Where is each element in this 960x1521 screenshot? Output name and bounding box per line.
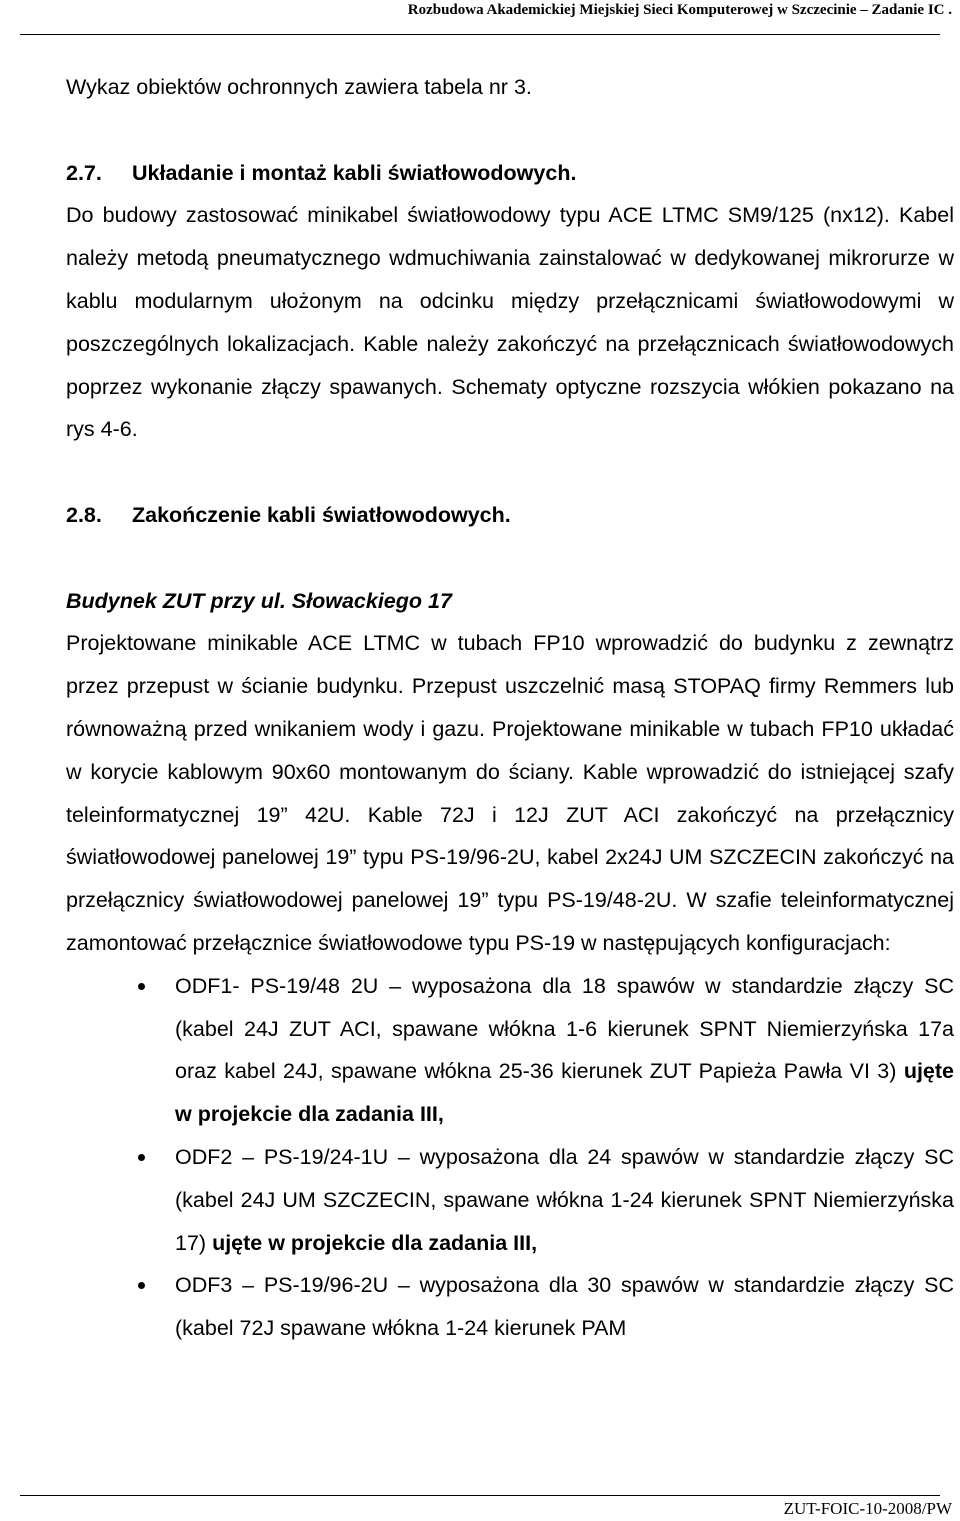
intro-paragraph: Wykaz obiektów ochronnych zawiera tabela nr 3. xyxy=(66,75,532,99)
list-item-text: ODF3 – PS-19/96-2U – wyposażona dla 30 spawów w standardzie złączy SC (kabel 72J spawane włókna 1-24 kierunek PAM xyxy=(175,1273,954,1341)
bullet-icon xyxy=(138,983,145,990)
bullet-icon xyxy=(138,1282,145,1289)
section-heading-2-7 xyxy=(66,152,954,195)
list-item-emphasis: ujęte w projekcie dla zadania III, xyxy=(212,1230,538,1255)
header-divider xyxy=(20,34,940,35)
building-subheading: Budynek ZUT przy ul. Słowackiego 17 xyxy=(66,588,452,613)
section-number: 2.8. xyxy=(66,502,102,527)
odf-list xyxy=(66,965,954,1350)
document-title: Rozbudowa Akademickiej Miejskiej Sieci Komputerowej w Szczecinie – Zadanie IC . xyxy=(407,2,952,18)
list-item-emphasis: ujęte w projekcie dla zadania III, xyxy=(175,1059,954,1127)
list-item xyxy=(66,1136,954,1264)
section-number: 2.7. xyxy=(66,160,102,185)
page-footer xyxy=(0,1490,960,1521)
list-item-text: ODF1- PS-19/48 2U – wyposażona dla 18 spawów w standardzie złączy SC (kabel 24J ZUT ACI, spawane włókna 1-6 kierunek SPNT Niemierzyńska 17a oraz kabel 24J, spawane włókna 25-36 kierunek ZUT Papieża Pawła VI 3) xyxy=(175,973,954,1084)
section-title: Układanie i montaż kabli światłowodowych. xyxy=(132,160,577,185)
footer-divider xyxy=(20,1495,940,1496)
list-item xyxy=(66,1264,954,1350)
section-title: Zakończenie kabli światłowodowych. xyxy=(132,502,511,527)
section-paragraph: Do budowy zastosować minikabel światłowodowy typu ACE LTMC SM9/125 (nx12). Kabel należy metodą pneumatycznego wdmuchiwania zainstalować w dedykowanej mikrorurze w kablu modularnym ułożonym na odcinku między przełącznicami światłowodowymi w poszczególnych lokalizacjach. Kable należy zakończyć na przełącznicach światłowodowych poprzez wykonanie złączy spawanych. Schematy optyczne rozszycia włókien pokazano na rys 4-6. xyxy=(66,203,954,442)
section-heading-2-8 xyxy=(66,494,954,537)
document-code: ZUT-FOIC-10-2008/PW xyxy=(783,1499,952,1518)
list-item-text: ODF2 – PS-19/24-1U – wyposażona dla 24 spawów w standardzie złączy SC (kabel 24J UM SZCZECIN, spawane włókna 1-24 kierunek SPNT Niemierzyńska 17) xyxy=(175,1144,954,1255)
section-paragraph: Projektowane minikable ACE LTMC w tubach FP10 wprowadzić do budynku z zewnątrz przez przepust w ścianie budynku. Przepust uszczelnić masą STOPAQ firmy Remmers lub równoważną przed wnikaniem wody i gazu. Projektowane minikable w tubach FP10 układać w korycie kablowym 90x60 montowanym do ściany. Kable wprowadzić do istniejącej szafy teleinformatycznej 19” 42U. Kable 72J i 12J ZUT ACI zakończyć na przełącznicy światłowodowej panelowej 19” typu PS-19/96-2U, kabel 2x24J UM SZCZECIN zakończyć na przełącznicy światłowodowej panelowej 19” typu PS-19/48-2U. W szafie teleinformatycznej zamontować przełącznice światłowodowe typu PS-19 w następujących konfiguracjach: xyxy=(66,631,954,955)
list-item xyxy=(66,965,954,1136)
document-body xyxy=(66,66,954,1350)
page-header xyxy=(0,0,960,36)
bullet-icon xyxy=(138,1154,145,1161)
